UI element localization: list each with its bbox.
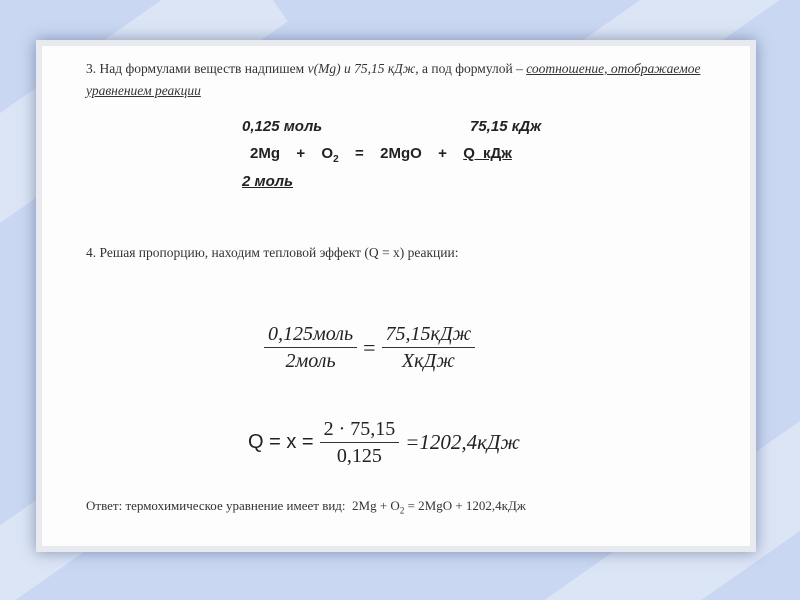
reaction-part-b: = 2MgO + (338, 145, 464, 162)
answer-part-b: = 2MgO + 1202,4кДж (404, 498, 526, 513)
fraction-right (382, 321, 476, 374)
fraction-right-numerator: 75,15кДж (382, 321, 476, 348)
reaction-subscript: 2 (333, 154, 339, 165)
fraction-right-denominator: XкДж (401, 350, 455, 372)
reaction-formula (250, 145, 512, 165)
equals-sign: = (363, 334, 376, 360)
ratio-mg-label: 2 моль (242, 173, 294, 190)
fraction-left-denominator: 2моль (285, 350, 336, 372)
reaction-q: Q кДж (463, 145, 512, 162)
answer-part-a: Ответ: термохимическое уравнение имеет вид: 2Mg + O (86, 498, 400, 513)
fraction-left (264, 321, 357, 374)
step-4-text: 4. Решая пропорцию, находим тепловой эффект (Q = x) реакции: (86, 245, 459, 260)
step-3-nu-mg: ν(Mg) (307, 61, 341, 76)
document-page (42, 46, 750, 546)
slide-frame (36, 40, 756, 552)
amount-mg-label: 0,125 моль (242, 118, 323, 135)
step-3-mid: , а под формулой – (415, 61, 527, 76)
solution (248, 416, 526, 469)
reaction-part-a: 2Mg + O (250, 145, 334, 162)
reaction-equation (242, 118, 602, 208)
answer-text (86, 498, 526, 516)
solution-fraction (320, 416, 400, 469)
solution-numerator: 2 · 75,15 (320, 416, 400, 443)
step-3-energy: 75,15 кДж (354, 61, 416, 76)
step-3-prefix: 3. Над формулами веществ надпишем (86, 61, 308, 76)
proportion (264, 321, 475, 374)
step-3-and: и (340, 61, 355, 76)
solution-lhs: Q = x = (248, 431, 314, 453)
solution-result: =1202,4кДж (405, 430, 520, 454)
fraction-left-numerator: 0,125моль (264, 321, 357, 348)
step-3-text (86, 58, 706, 102)
energy-label: 75,15 кДж (470, 118, 542, 135)
solution-denominator: 0,125 (336, 445, 382, 467)
answer-subscript: 2 (399, 505, 405, 516)
step-3-underlined: соотношение, отображаемое уравнением реакции (86, 61, 701, 98)
